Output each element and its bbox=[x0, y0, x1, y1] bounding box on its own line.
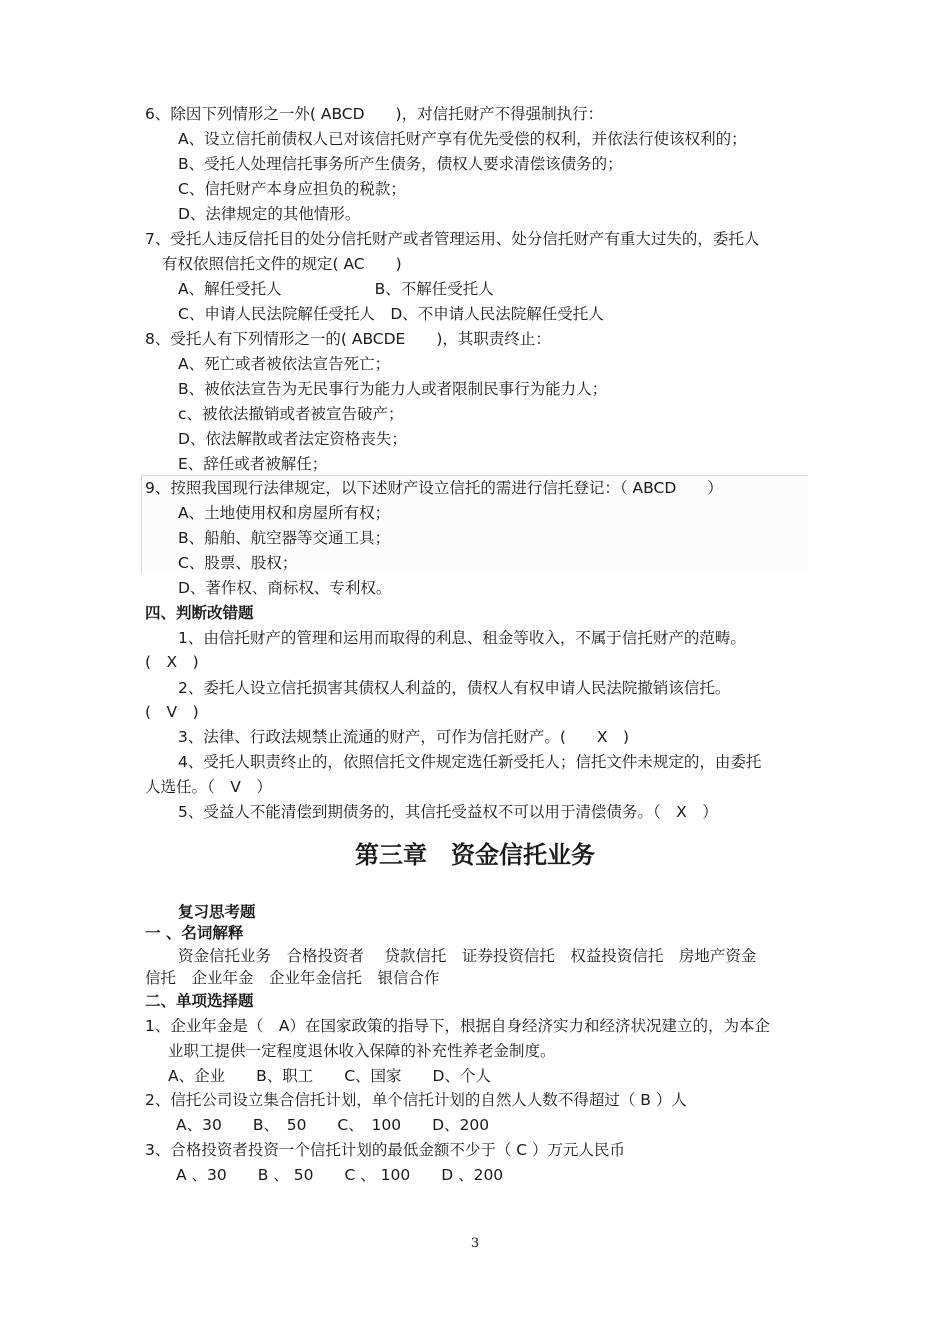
review-title: 复习思考题 bbox=[178, 903, 256, 921]
section-1-title: 一 、名词解释 bbox=[145, 924, 244, 942]
q7-options-cd: C、申请人民法院解任受托人 D、不申请人民法院解任受托人 bbox=[178, 305, 604, 323]
chapter-title: 第三章 资金信托业务 bbox=[355, 841, 595, 869]
judge-4-answer: 人选任。（ V ） bbox=[145, 778, 272, 796]
q8-option-e: E、辞任或者被解任； bbox=[178, 455, 328, 473]
q6-option-c: C、信托财产本身应担负的税款； bbox=[178, 180, 406, 198]
judge-5: 5、受益人不能清偿到期债务的，其信托受益权不可以用于清偿债务。（ X ） bbox=[178, 803, 718, 821]
q9-stem: 9、按照我国现行法律规定，以下述财产设立信托的需进行信托登记：（ ABCD ） bbox=[145, 479, 723, 497]
judge-2-text: 2、委托人设立信托损害其债权人利益的，债权人有权申请人民法院撤销该信托。 bbox=[178, 679, 731, 697]
judge-1-answer: ( X ) bbox=[145, 653, 199, 671]
q8-option-a: A、死亡或者被依法宣告死亡； bbox=[178, 355, 391, 373]
q9-option-a: A、土地使用权和房屋所有权； bbox=[178, 504, 391, 522]
q6-option-b: B、受托人处理信托事务所产生债务，债权人要求清偿该债务的； bbox=[178, 155, 623, 173]
judge-4-text: 4、受托人职责终止的，依照信托文件规定选任新受托人；信托文件未规定的，由委托 bbox=[178, 753, 762, 771]
q9-option-d: D、著作权、商标权、专利权。 bbox=[178, 579, 392, 597]
q7-stem-2: 有权依照信托文件的规定( AC ) bbox=[162, 255, 402, 273]
judge-3: 3、法律、行政法规禁止流通的财产，可作为信托财产。( X ) bbox=[178, 728, 630, 746]
q8-stem: 8、受托人有下列情形之一的( ABCDE )，其职责终止： bbox=[145, 330, 551, 348]
section-4-title: 四、判断改错题 bbox=[145, 604, 254, 622]
mc1-stem-2: 业职工提供一定程度退休收入保障的补充性养老金制度。 bbox=[168, 1042, 556, 1060]
q9-option-b: B、船舶、航空器等交通工具； bbox=[178, 529, 391, 547]
q8-option-d: D、依法解散或者法定资格丧失； bbox=[178, 430, 407, 448]
section-2-title: 二、单项选择题 bbox=[145, 992, 254, 1010]
mc3-stem: 3、合格投资者投资一个信托计划的最低金额不少于（ C ）万元人民币 bbox=[145, 1141, 626, 1159]
q7-stem-1: 7、受托人违反信托目的处分信托财产或者管理运用、处分信托财产有重大过失的，委托人 bbox=[145, 230, 760, 248]
q8-option-c: c、被依法撤销或者被宣告破产； bbox=[178, 405, 404, 423]
page-number: 3 bbox=[470, 1236, 480, 1251]
judge-1-text: 1、由信托财产的管理和运用而取得的利息、租金等收入，不属于信托财产的范畴。 bbox=[178, 629, 746, 647]
q6-option-d: D、法律规定的其他情形。 bbox=[178, 205, 361, 223]
q8-option-b: B、被依法宣告为无民事行为能力人或者限制民事行为能力人； bbox=[178, 380, 608, 398]
mc3-options: A 、30 B 、 50 C 、 100 D 、200 bbox=[176, 1166, 504, 1184]
terms-line-1: 资金信托业务 合格投资者 贷款信托 证券投资信托 权益投资信托 房地产资金 bbox=[178, 947, 757, 965]
mc2-stem: 2、信托公司设立集合信托计划，单个信托计划的自然人人数不得超过（ B ）人 bbox=[145, 1091, 687, 1109]
mc2-options: A、30 B、 50 C、 100 D、200 bbox=[176, 1116, 490, 1134]
terms-line-2: 信托 企业年金 企业年金信托 银信合作 bbox=[145, 969, 440, 987]
q7-options-ab: A、解任受托人 B、不解任受托人 bbox=[178, 280, 494, 298]
judge-2-answer: ( V ) bbox=[145, 703, 199, 721]
q6-option-a: A、设立信托前债权人已对该信托财产享有优先受偿的权利，并依法行使该权利的； bbox=[178, 130, 747, 148]
q6-stem: 6、除因下列情形之一外( ABCD )，对信托财产不得强制执行： bbox=[145, 105, 604, 123]
mc1-options: A、企业 B、职工 C、国家 D、个人 bbox=[168, 1067, 491, 1085]
mc1-stem-1: 1、企业年金是（ A）在国家政策的指导下，根据自身经济实力和经济状况建立的，为本企 bbox=[145, 1017, 770, 1035]
q9-option-c: C、股票、股权； bbox=[178, 554, 298, 572]
